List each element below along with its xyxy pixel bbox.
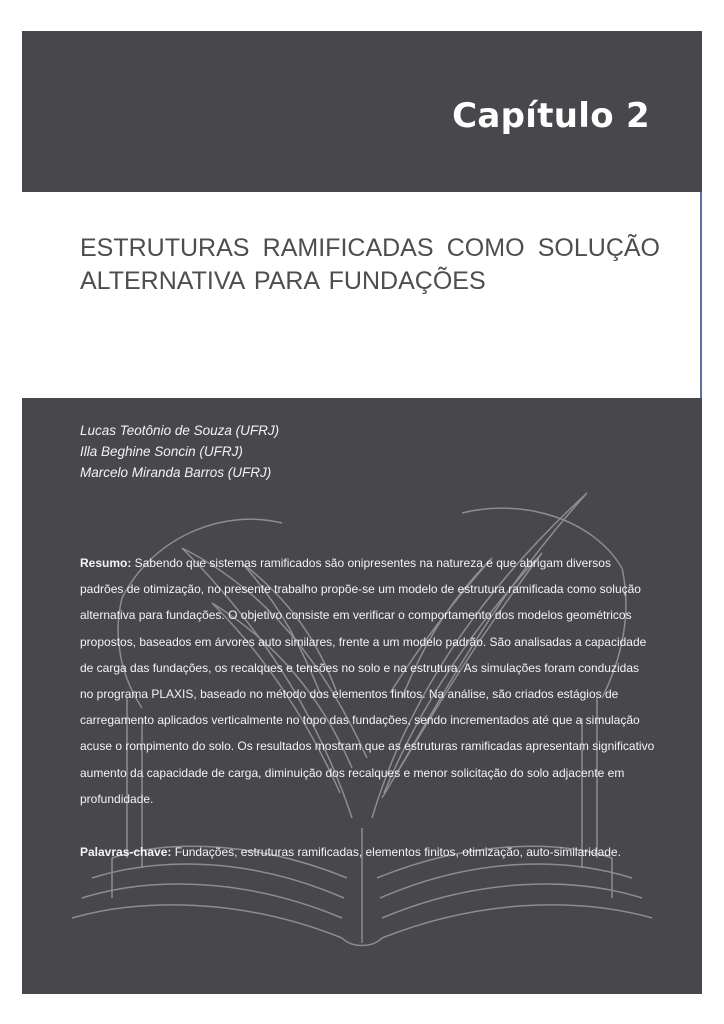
author-name: Marcelo Miranda Barros (UFRJ) [80,465,272,480]
author-name: Lucas Teotônio de Souza (UFRJ) [80,423,280,438]
chapter-header-band [22,31,702,192]
abstract-band [22,398,702,994]
abstract-paragraph [80,550,655,812]
author-list [80,420,279,483]
keywords-paragraph [80,842,680,862]
author-name: Illa Beghine Soncin (UFRJ) [80,444,243,459]
title-block [22,192,702,398]
abstract-text: Sabendo que sistemas ramificados são onipresentes na natureza e que abrigam diversos padrões de otimização, no presente trabalho propõe-se um modelo de estrutura ramificada como solução alternativa para fundações. O objetivo consiste em verificar o comportamento dos modelos geométricos propostos, baseados em árvores auto similares, frente a um modelo padrão. São analisadas a capacidade de carga das fundações, os recalques e tensões no solo e na estrutura. As simulações foram conduzidas no programa PLAXIS, baseado no método dos elementos finitos. Na análise, são criados estágios de carregamento aplicados verticalmente no topo das fundações, sendo incrementados até que a simulação acuse o rompimento do solo. Os resultados mostram que as estruturas ramificadas apresentam significativo aumento da capacidade de carga, diminuição dos recalques e menor solicitação do solo adjacente em profundidade. [80,556,655,806]
chapter-label: Capítulo 2 [452,96,650,136]
chapter-title: ESTRUTURAS RAMIFICADAS COMO SOLUÇÃO ALTERNATIVA PARA FUNDAÇÕES [80,234,660,295]
keywords-heading: Palavras-chave: [80,845,172,859]
keywords-text: Fundações, estruturas ramificadas, elementos finitos, otimização, auto-similaridade. [171,845,621,859]
abstract-heading: Resumo: [80,556,132,570]
